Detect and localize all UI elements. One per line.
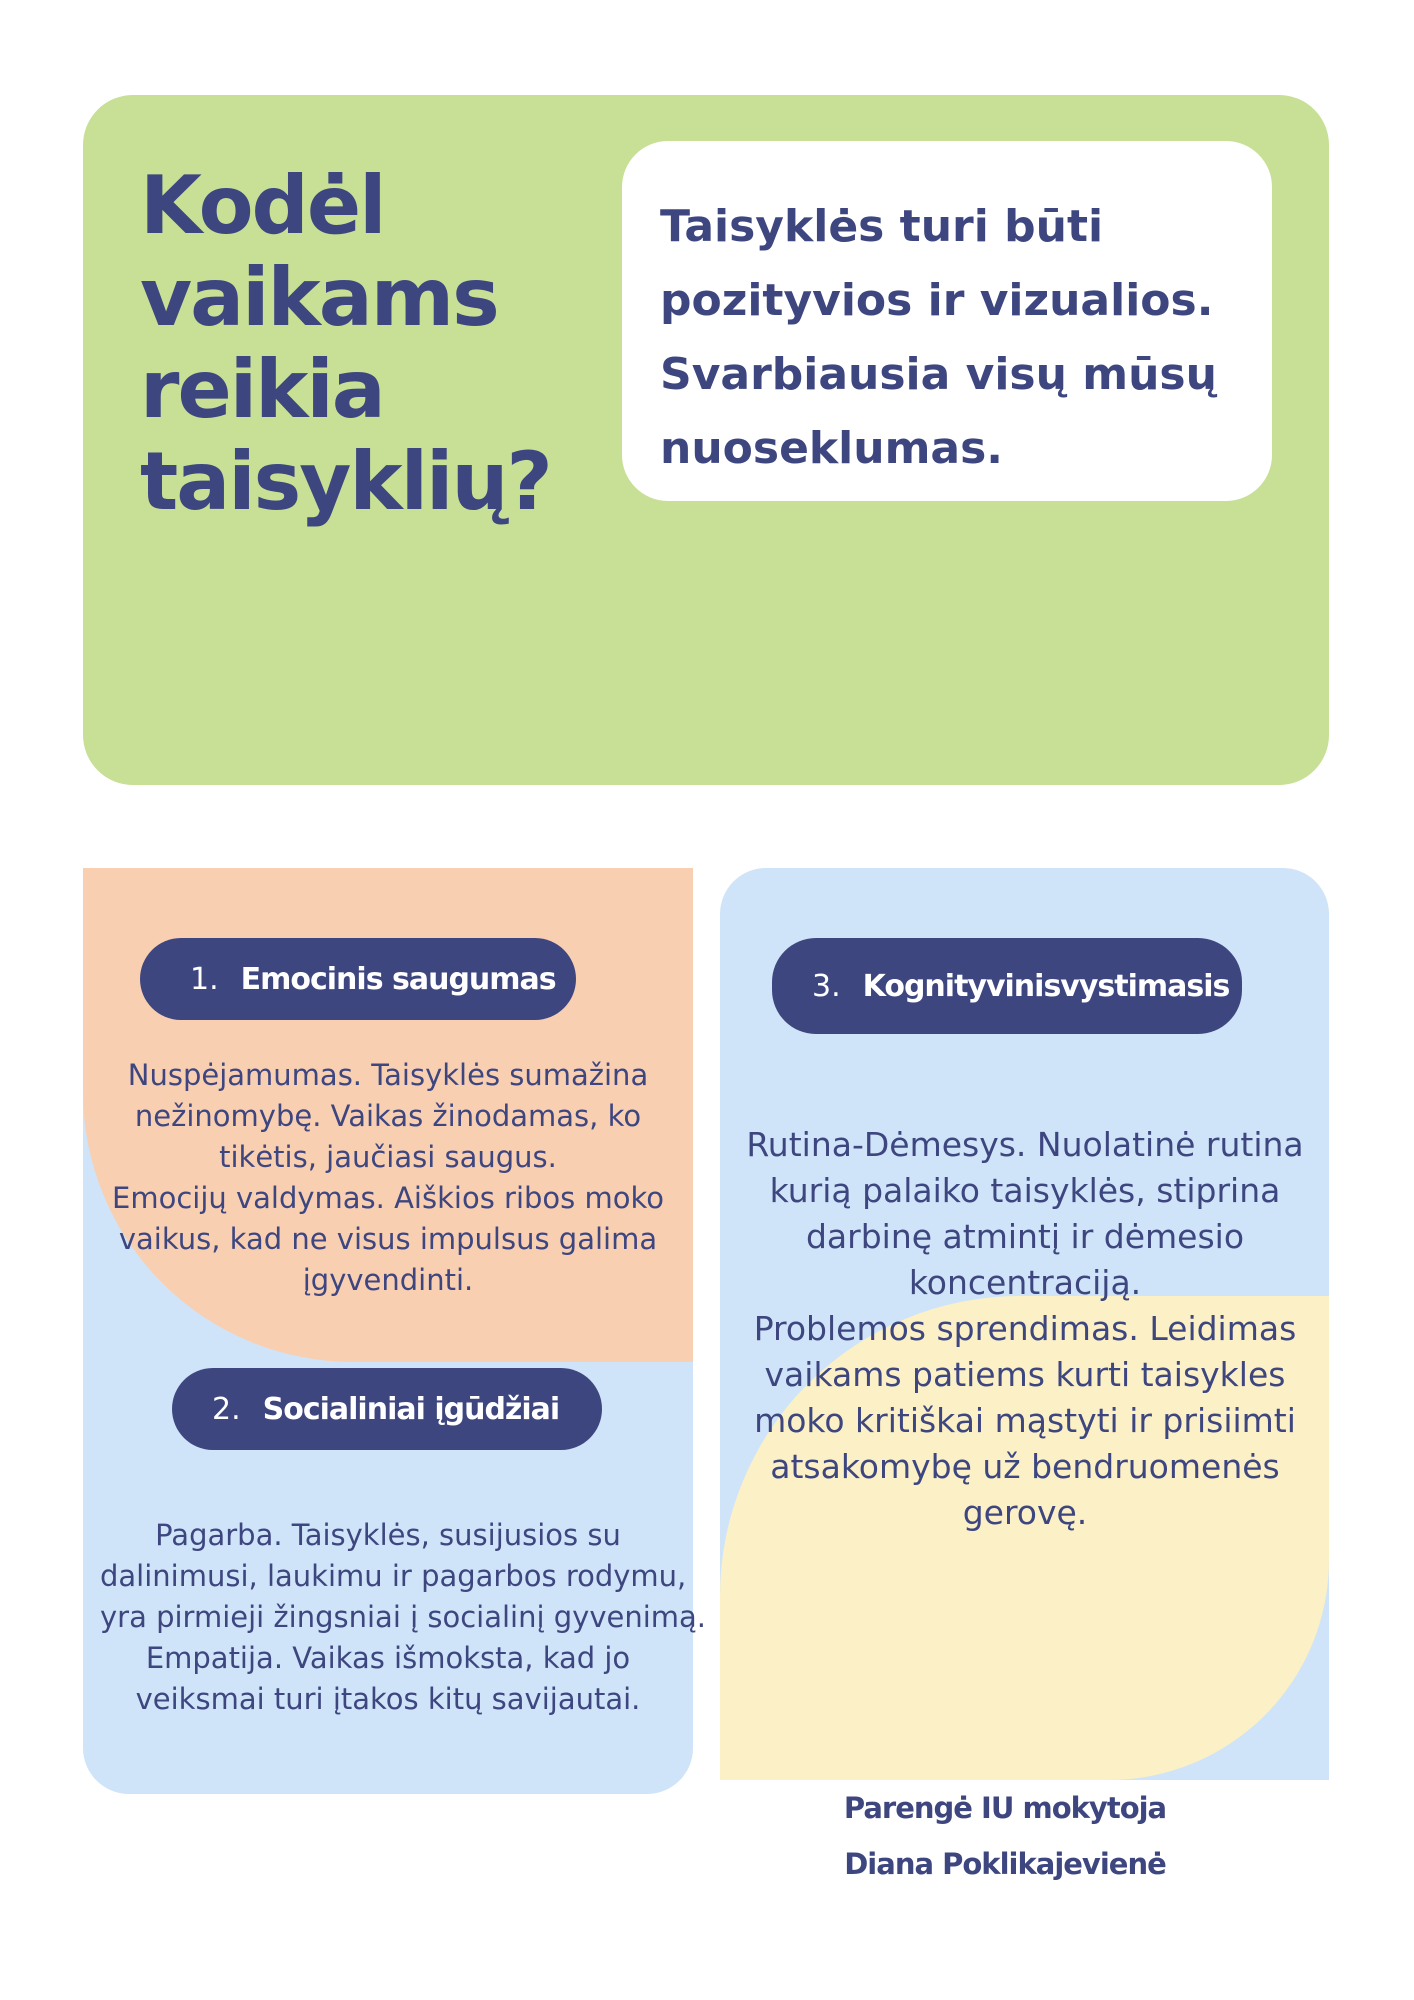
- text-line: gerovę.: [962, 1493, 1088, 1532]
- text-line: veiksmai turi įtakos kitų savijautai.: [135, 1682, 641, 1716]
- intro-text: [660, 190, 1260, 486]
- text-line: atsakomybę už bendruomenės: [770, 1447, 1280, 1486]
- text-line: koncentraciją.: [908, 1263, 1142, 1302]
- text-line: Emocijų valdymas. Aiškios ribos moko: [112, 1181, 664, 1215]
- section-1-text: [100, 1055, 676, 1301]
- text-line: moko kritiškai mąstyti ir prisiimti: [754, 1401, 1296, 1440]
- section-number: 1.: [190, 961, 219, 997]
- text-line: Nuspėjamumas. Taisyklės sumažina: [127, 1058, 649, 1092]
- text-line: įgyvendinti.: [302, 1263, 474, 1297]
- section-2-heading: [172, 1368, 602, 1450]
- text-line: vaikus, kad ne visus impulsus galima: [118, 1222, 658, 1256]
- text-line: Rutina-Dėmesys. Nuolatinė rutina: [746, 1125, 1304, 1164]
- section-title: Socialiniai įgūdžiai: [262, 1391, 560, 1427]
- text-line: yra pirmieji žingsniai į socialinį gyvenimą.: [100, 1600, 707, 1634]
- credit-line: Parengė IU mokytoja: [843, 1791, 1167, 1825]
- section-title: Kognityvinisvystimasis: [862, 968, 1230, 1004]
- author-credit: [780, 1780, 1230, 1892]
- text-line: kurią palaiko taisyklės, stiprina: [769, 1171, 1281, 1210]
- text-line: dalinimusi, laukimu ir pagarbos rodymu,: [100, 1559, 687, 1593]
- credit-line: Diana Poklikajevienė: [844, 1847, 1166, 1881]
- title-line: vaikams: [140, 251, 498, 344]
- title-line: reikia: [140, 343, 384, 436]
- section-title: Emocinis saugumas: [240, 961, 556, 997]
- intro-line: nuoseklumas.: [660, 423, 1004, 474]
- section-1-heading: [140, 938, 576, 1020]
- text-line: Problemos sprendimas. Leidimas: [753, 1309, 1297, 1348]
- text-line: darbinę atmintį ir dėmesio: [805, 1217, 1245, 1256]
- section-3-heading: [772, 938, 1242, 1034]
- text-line: nežinomybę. Vaikas žinodamas, ko: [134, 1099, 642, 1133]
- section-3-text: [735, 1122, 1315, 1536]
- title-line: taisyklių?: [140, 435, 551, 528]
- title-line: Kodėl: [140, 159, 385, 252]
- text-line: tikėtis, jaučiasi saugus.: [219, 1140, 557, 1174]
- text-line: vaikams patiems kurti taisykles: [764, 1355, 1286, 1394]
- section-2-text: [100, 1515, 707, 1720]
- section-number: 3.: [812, 968, 841, 1004]
- section-number: 2.: [212, 1391, 241, 1427]
- intro-line: pozityvios ir vizualios.: [660, 275, 1214, 326]
- page-title: [140, 160, 640, 528]
- text-line: Pagarba. Taisyklės, susijusios su: [155, 1518, 621, 1552]
- text-line: Empatija. Vaikas išmoksta, kad jo: [145, 1641, 631, 1675]
- intro-line: Svarbiausia visų mūsų: [660, 349, 1217, 400]
- intro-line: Taisyklės turi būti: [660, 201, 1104, 252]
